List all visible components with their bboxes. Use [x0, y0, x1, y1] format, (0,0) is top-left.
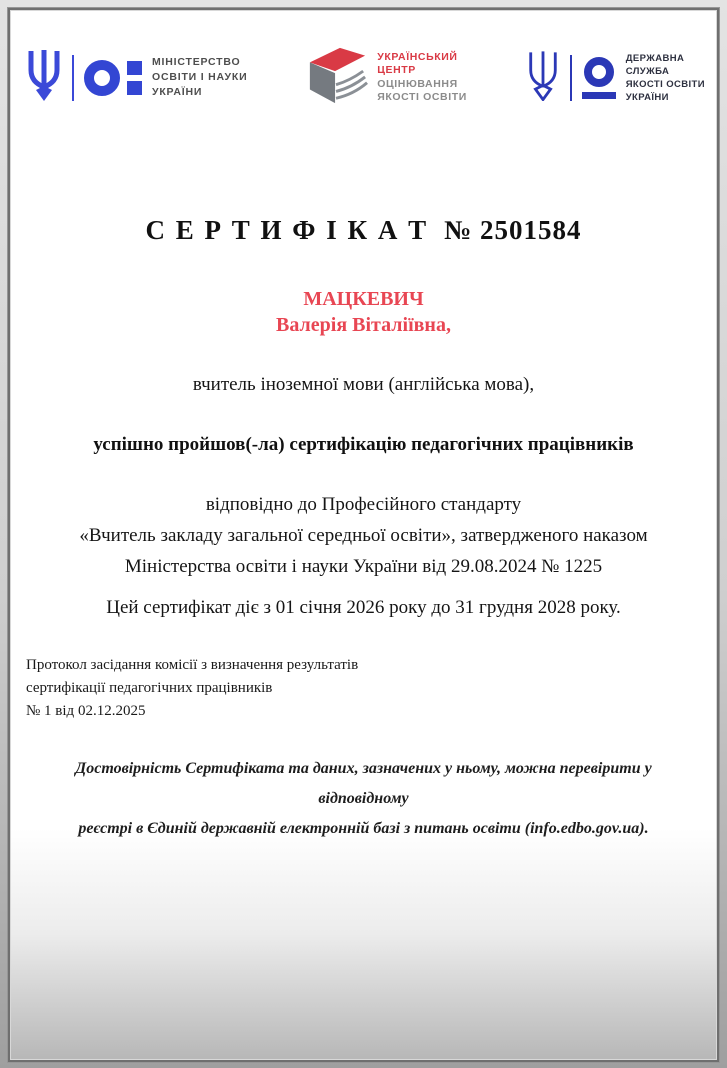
protocol-line: Протокол засідання комісії з визначення результатів: [26, 657, 359, 673]
sqe-line: ДЕРЖАВНА: [625, 52, 685, 64]
standard-paragraph: [10, 489, 717, 582]
logo-ministry-education: [26, 48, 247, 107]
certification-statement: успішно пройшов(-ла) сертифікацію педагогічних працівників: [93, 434, 634, 455]
bar-icon: [582, 92, 616, 99]
assessment-center-text: [377, 51, 467, 105]
holder-given-names: Валерія Віталіївна,: [276, 314, 451, 336]
open-book-icon: [306, 44, 368, 111]
trident-outline-icon: [526, 49, 560, 106]
verify-line: реєстрі в Єдиній державній електронній базі з питань освіти (info.edbo.gov.ua).: [78, 820, 649, 837]
certificate-page: [8, 8, 719, 1062]
sqe-line: СЛУЖБА: [625, 65, 670, 77]
ministry-mark-icon: [84, 60, 142, 96]
logo-divider: [570, 55, 572, 101]
uceqa-line: ЯКОСТІ ОСВІТИ: [377, 91, 467, 103]
ministry-line: МІНІСТЕРСТВО: [152, 56, 241, 68]
validity-period: Цей сертифікат діє з 01 січня 2026 року до 31 грудня 2028 року.: [106, 597, 621, 618]
state-service-text: [626, 52, 705, 104]
verification-note: [38, 754, 689, 844]
holder-name: [10, 286, 717, 338]
logo-assessment-center: [306, 44, 467, 111]
uceqa-line: ЦЕНТР: [377, 64, 416, 76]
state-service-mark-icon: [582, 57, 616, 99]
colon-squares-icon: [127, 61, 142, 95]
uceqa-line: УКРАЇНСЬКИЙ: [377, 50, 458, 63]
holder-profession: вчитель іноземної мови (англійська мова),: [192, 374, 535, 395]
protocol-line: № 1 від 02.12.2025: [26, 703, 146, 719]
standard-line: Міністерства освіти і науки України від 29.08.2024 № 1225: [124, 556, 603, 577]
standard-line: «Вчитель закладу загальної середньої освіти», затвердженого наказом: [79, 525, 648, 546]
certificate-number: № 2501584: [444, 215, 582, 245]
ring-icon: [84, 60, 120, 96]
protocol-line: сертифікації педагогічних працівників: [26, 680, 273, 696]
protocol-block: [26, 654, 358, 723]
ring-icon: [584, 57, 614, 87]
holder-surname: МАЦКЕВИЧ: [303, 288, 424, 310]
trident-icon: [26, 48, 62, 107]
uceqa-line: ОЦІНЮВАННЯ: [377, 77, 458, 90]
logo-state-service: [526, 49, 705, 106]
certificate-title: [10, 215, 717, 246]
logo-divider: [72, 55, 74, 101]
verify-line: Достовірність Сертифіката та даних, зазначених у ньому, можна перевірити у відповідному: [75, 760, 652, 807]
ministry-line: УКРАЇНИ: [152, 86, 203, 98]
header-logos: [26, 44, 705, 111]
standard-line: відповідно до Професійного стандарту: [205, 494, 522, 515]
sqe-line: ЯКОСТІ ОСВІТИ: [625, 78, 705, 90]
ministry-line: ОСВІТИ І НАУКИ: [152, 71, 248, 83]
ministry-logo-text: [152, 55, 247, 100]
sqe-line: УКРАЇНИ: [625, 91, 669, 103]
certificate-title-word: С Е Р Т И Ф І К А Т: [145, 215, 429, 245]
